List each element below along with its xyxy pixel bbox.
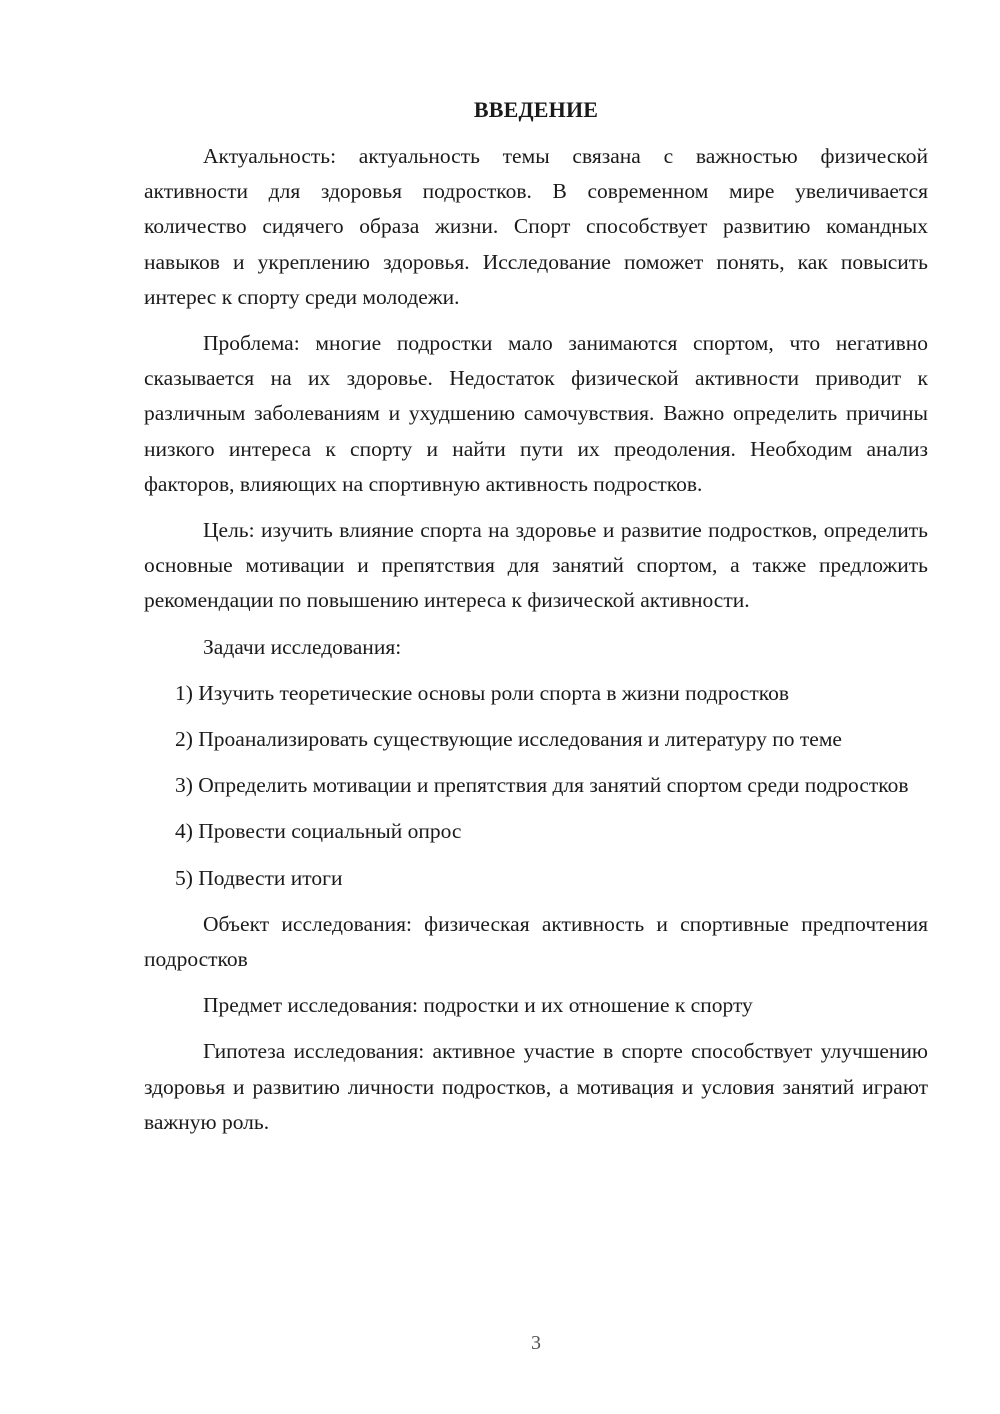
paragraph-problem: Проблема: многие подростки мало занимаются спортом, что негативно сказывается на их здоровье. Недостаток физической активности приводит к различным заболеваниям и ухудшению самочувствия. Важно определить причины низкого интереса к спорту и найти пути их преодоления. Необходим анализ факторов, влияющих на спортивную активность подростков. (144, 331, 928, 496)
task-item-5: 5) Подвести итоги (175, 865, 343, 890)
section-title: ВВЕДЕНИЕ (473, 97, 599, 122)
tasks-heading: Задачи исследования: (203, 634, 402, 659)
task-item-2: 2) Проанализировать существующие исследования и литературу по теме (175, 727, 842, 752)
paragraph-object: Объект исследования: физическая активность и спортивные предпочтения подростков (144, 911, 928, 972)
document-page (144, 92, 928, 1151)
paragraph-hypothesis: Гипотеза исследования: активное участие в спорте способствует улучшению здоровья и развитию личности подростков, а мотивация и условия занятий играют важную роль. (144, 1039, 928, 1134)
paragraph-subject: Предмет исследования: подростки и их отношение к спорту (203, 993, 753, 1018)
task-item-3: 3) Определить мотивации и препятствия для занятий спортом среди подростков (175, 773, 909, 798)
task-item-1: 1) Изучить теоретические основы роли спорта в жизни подростков (175, 680, 789, 705)
paragraph-relevance: Актуальность: актуальность темы связана с важностью физической активности для здоровья подростков. В современном мире увеличивается количество сидячего образа жизни. Спорт способствует развитию командных навыков и укреплению здоровья. Исследование поможет понять, как повысить интерес к спорту среди молодежи. (144, 144, 928, 309)
task-item-4: 4) Провести социальный опрос (175, 819, 462, 844)
page-number: 3 (531, 1332, 541, 1354)
paragraph-goal: Цель: изучить влияние спорта на здоровье и развитие подростков, определить основные мотивации и препятствия для занятий спортом, а также предложить рекомендации по повышению интереса к физической активности. (144, 518, 928, 613)
